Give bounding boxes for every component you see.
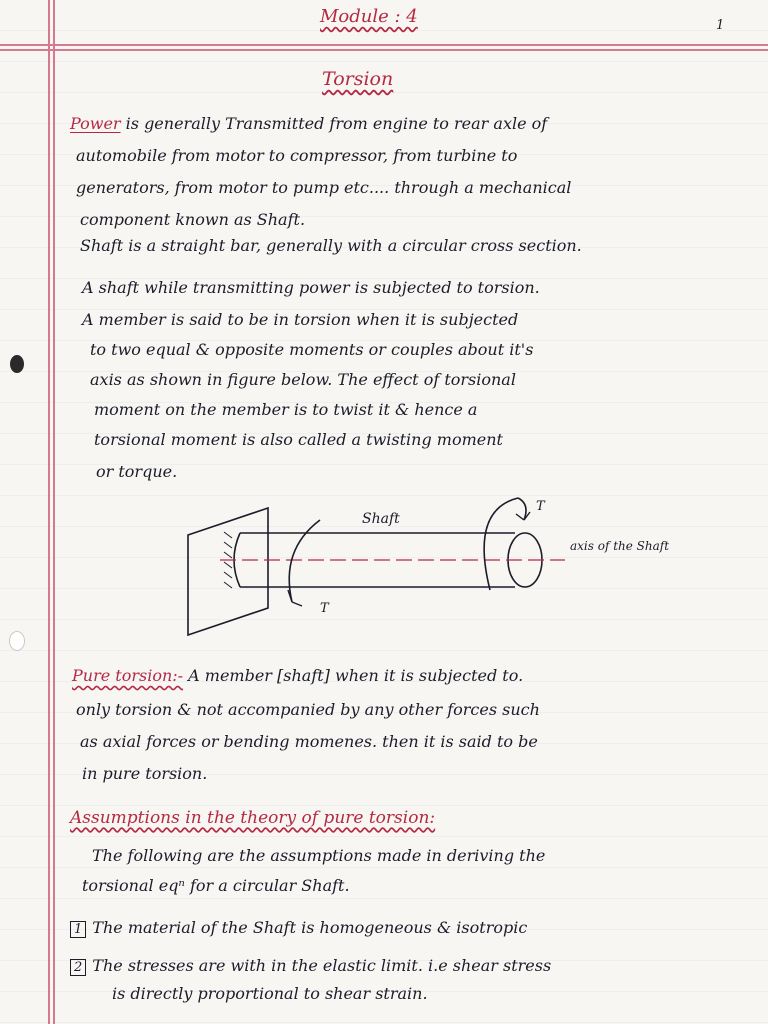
module-label: Module : 4 [320, 6, 418, 27]
shaft-label: Shaft [362, 511, 400, 527]
item-number: 2 [70, 959, 86, 976]
binder-hole-top [10, 355, 24, 373]
intro-line-3: generators, from motor to pump etc.... through a mechanical [76, 178, 572, 197]
intro-line-8: to two equal & opposite moments or couples about it's [90, 340, 534, 359]
page-title: Torsion [322, 68, 394, 90]
intro-line-1: Power is generally Transmitted from engine to rear axle of [70, 114, 548, 133]
assumptions-heading: Assumptions in the theory of pure torsion: [70, 808, 436, 828]
intro-line-9: axis as shown in figure below. The effect of torsional [90, 370, 516, 389]
binder-hole-bottom [10, 632, 24, 650]
right-torque-arrowhead [516, 512, 530, 520]
pure-torsion-line-1: Pure torsion:- A member [shaft] when it is subjected to. [72, 666, 524, 685]
header-rule [0, 44, 768, 46]
fixed-wall [188, 508, 268, 635]
torque-right-label: T [536, 499, 545, 514]
assumptions-intro-2: torsional eqⁿ for a circular Shaft. [82, 876, 350, 895]
shaft-diagram [180, 490, 740, 650]
pure-torsion-heading: Pure torsion:- [72, 666, 184, 685]
margin-line [48, 0, 50, 1024]
intro-line-11: torsional moment is also called a twisting moment [94, 430, 503, 449]
intro-line-4: component known as Shaft. [80, 210, 306, 229]
intro-line-7: A member is said to be in torsion when it is subjected [82, 310, 519, 329]
intro-line-10: moment on the member is to twist it & hence a [94, 400, 478, 419]
item-number: 1 [70, 921, 86, 938]
assumption-item-2: 2 The stresses are with in the elastic limit. i.e shear stress [70, 956, 551, 976]
pure-torsion-line-4: in pure torsion. [82, 764, 208, 783]
intro-line-2: automobile from motor to compressor, from turbine to [76, 146, 518, 165]
pure-torsion-line-3: as axial forces or bending momenes. then it is said to be [80, 732, 538, 751]
margin-line-2 [53, 0, 55, 1024]
intro-line-6: A shaft while transmitting power is subjected to torsion. [82, 278, 540, 297]
keyword-power: Power [70, 114, 121, 133]
assumption-item-1: 1 The material of the Shaft is homogeneous & isotropic [70, 918, 527, 938]
intro-line-12: or torque. [96, 462, 178, 481]
header-rule-2 [0, 49, 768, 51]
page-number: 1 [716, 18, 725, 33]
assumptions-intro-1: The following are the assumptions made in deriving the [92, 846, 546, 865]
intro-line-5: Shaft is a straight bar, generally with a circular cross section. [80, 236, 582, 255]
axis-label: axis of the Shaft [570, 539, 670, 553]
pure-torsion-line-2: only torsion & not accompanied by any other forces such [76, 700, 540, 719]
assumption-item-2-cont: is directly proportional to shear strain. [112, 984, 428, 1003]
torque-left-label: T [320, 601, 329, 616]
right-torque-arc [484, 498, 518, 590]
